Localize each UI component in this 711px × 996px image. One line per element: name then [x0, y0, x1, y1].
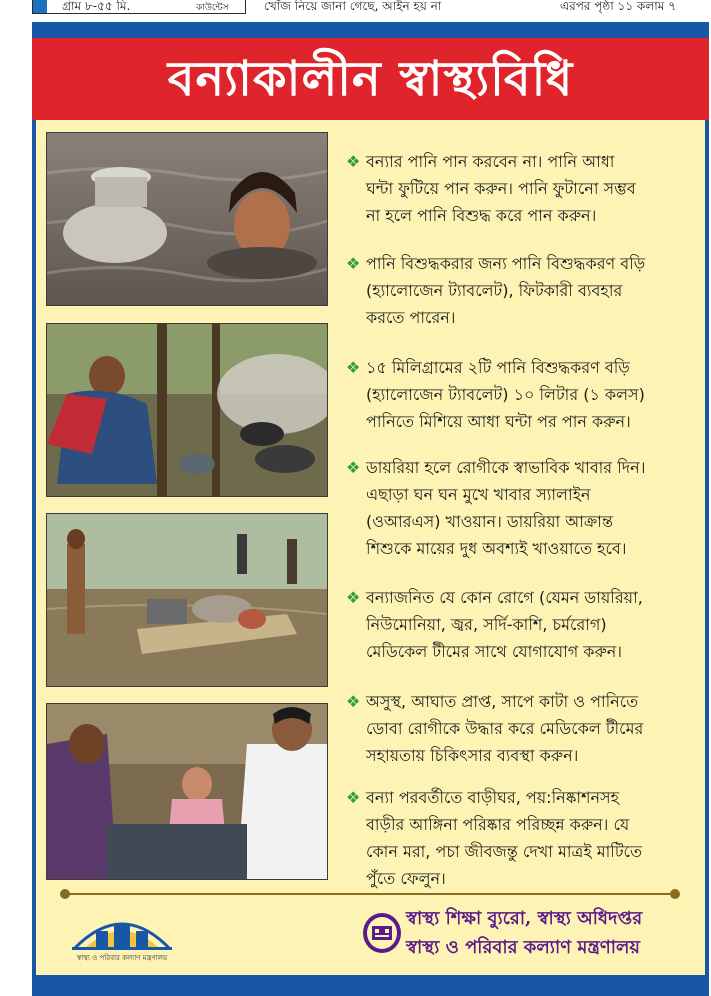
content-panel	[36, 120, 705, 975]
title-banner	[32, 38, 709, 120]
newspaper-strip	[0, 0, 711, 22]
divider-dot-left	[60, 889, 70, 899]
footer-organization	[406, 904, 706, 962]
bullet-text: বন্যা পরবর্তীতে বাড়ীঘর, পয়:নিষ্কাশনসহ বাড়ীর আঙ্গিনা পরিষ্কার পরিচ্ছন্ন করুন। যে কোন মরা, পচা জীবজন্তু দেখা মাত্রই মাটিতে পুঁতে ফেলুন।	[366, 788, 642, 888]
newspaper-scrap-right: এরপর পৃষ্ঠা ১১ কলাম ৭	[560, 0, 677, 13]
photo-doctor-examining-child	[46, 703, 328, 880]
photo-woman-swimming-with-pot	[46, 132, 328, 306]
bullet-text: অসুস্থ, আঘাত প্রাপ্ত, সাপে কাটা ও পানিতে ডোবা রোগীকে উদ্ধার করে মেডিকেল টীমের সহায়তায় চিকিৎসার ব্যবস্থা করুন।	[366, 692, 644, 765]
diamond-cluster-icon: ❖	[346, 458, 361, 477]
footer-divider	[64, 893, 676, 895]
diamond-cluster-icon: ❖	[346, 254, 361, 273]
poster-title: বন্যাকালীন স্বাস্থ্যবিধি	[167, 51, 574, 107]
ministry-emblem-icon	[62, 905, 182, 965]
newspaper-scrap-center: খোঁজ নিয়ে জানা গেছে, আইন হয় না	[264, 0, 442, 13]
bullet-item	[346, 688, 696, 769]
photo-woman-cooking-on-stove	[46, 323, 328, 497]
diamond-cluster-icon: ❖	[346, 788, 361, 807]
footer-line-2: স্বাস্থ্য ও পরিবার কল্যাণ মন্ত্রণালয়	[406, 937, 640, 958]
health-poster	[32, 22, 709, 996]
bullet-item	[346, 250, 696, 331]
bullet-text: বন্যার পানি পান করবেন না। পানি আধা ঘন্টা ফুটিয়ে পান করুন। পানি ফুটানো সম্ভব না হলে পানি বিশুদ্ধ করে পান করুন।	[366, 152, 636, 225]
bullet-item	[346, 148, 696, 229]
health-bureau-logo-icon	[362, 912, 402, 954]
divider-dot-right	[670, 889, 680, 899]
bullet-item	[346, 454, 696, 562]
diamond-cluster-icon: ❖	[346, 358, 361, 377]
newspaper-scrap-left: গ্রাম ৮-৫৫ মি.	[62, 0, 131, 13]
newspaper-box-marker	[33, 0, 47, 13]
bullet-text: ১৫ মিলিগ্রামের ২টি পানি বিশুদ্ধকরণ বড়ি (হ্যালোজেন ট্যাবলেট) ১০ লিটার (১ কলস) পানিতে মিশিয়ে আধা ঘন্টা পর পান করুন।	[366, 358, 645, 431]
footer-line-1: স্বাস্থ্য শিক্ষা ব্যুরো, স্বাস্থ্য অধিদপ্তর	[406, 908, 643, 929]
diamond-cluster-icon: ❖	[346, 152, 361, 171]
ministry-emblem-caption: স্বাস্থ্য ও পরিবার কল্যাণ মন্ত্রণালয়	[76, 954, 168, 962]
bullet-item	[346, 354, 696, 435]
photo-family-on-raft-in-flood	[46, 513, 328, 687]
bullet-item	[346, 784, 696, 892]
diamond-cluster-icon: ❖	[346, 692, 361, 711]
bullet-text: ডায়রিয়া হলে রোগীকে স্বাভাবিক খাবার দিন। এছাড়া ঘন ঘন মুখে খাবার স্যালাইন (ওআরএস) খাওয়ান। ডায়রিয়া আক্রান্ত শিশুকে মায়ের দুধ অবশ্যই খাওয়াতে হবে।	[366, 458, 646, 558]
bottom-frame	[32, 975, 709, 996]
bullet-text: বন্যাজনিত যে কোন রোগে (যেমন ডায়রিয়া, নিউমোনিয়া, জ্বর, সর্দি-কাশি, চর্মরোগ) মেডিকেল টীমের সাথে যোগাযোগ করুন।	[366, 588, 643, 661]
bullet-text: পানি বিশুদ্ধকরার জন্য পানি বিশুদ্ধকরণ বড়ি (হ্যালোজেন ট্যাবলেট), ফিটকারী ব্যবহার করতে পারেন।	[366, 254, 646, 327]
newspaper-scrap-mid: কাউন্টেস	[196, 3, 229, 13]
diamond-cluster-icon: ❖	[346, 588, 361, 607]
bullet-item	[346, 584, 696, 665]
